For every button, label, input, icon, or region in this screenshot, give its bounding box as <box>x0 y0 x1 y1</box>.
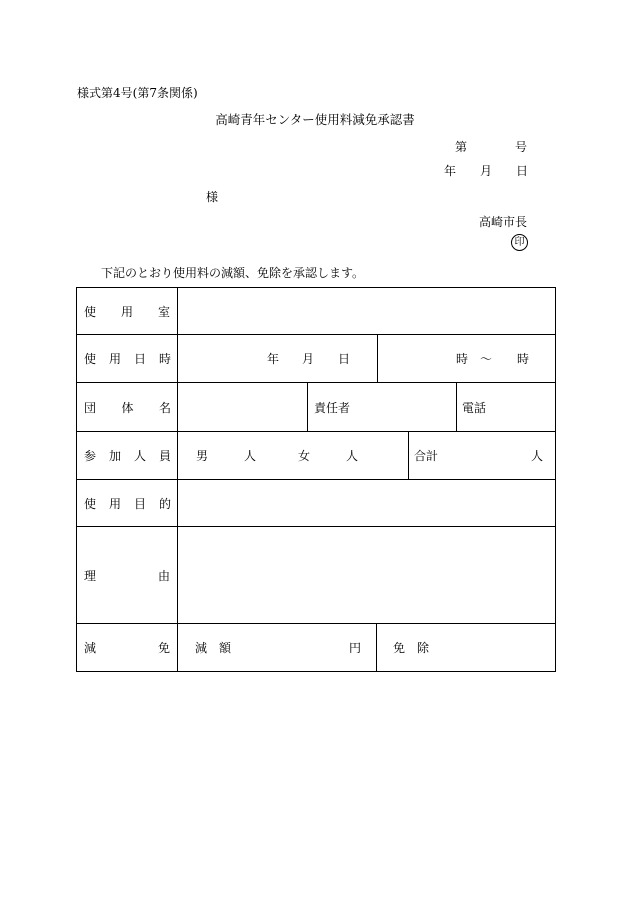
room-value[interactable] <box>178 288 556 335</box>
reduction-field[interactable]: 減 額 円 <box>178 624 377 671</box>
purpose-value[interactable] <box>178 480 556 527</box>
approval-form-table <box>76 287 556 672</box>
addressee-suffix: 様 <box>206 190 219 204</box>
usage-time-field[interactable]: 時 ～ 時 <box>456 352 530 366</box>
exempt-field[interactable]: 免 除 <box>393 641 430 655</box>
form-number-label: 様式第4号(第7条関係) <box>77 86 198 100</box>
responsible-field[interactable]: 責任者 <box>308 383 457 431</box>
issue-year: 年 <box>444 164 457 178</box>
group-name-field[interactable] <box>178 383 308 431</box>
number-dai: 第 <box>455 140 468 154</box>
datetime-label: 使 用 日 時 <box>77 335 178 383</box>
issue-month: 月 <box>480 164 493 178</box>
participant-gender-field[interactable]: 男 人 女 人 <box>178 432 409 479</box>
intro-text: 下記のとおり使用料の減額、免除を承認します。 <box>101 266 365 280</box>
exemption-label: 減 免 <box>77 624 178 672</box>
number-go: 号 <box>515 140 528 154</box>
phone-field[interactable]: 電話 <box>462 400 487 415</box>
purpose-label: 使 用 目 的 <box>77 480 178 527</box>
document-number <box>455 138 527 155</box>
issuer-name: 高崎市長 <box>479 215 528 229</box>
room-label: 使 用 室 <box>77 288 178 335</box>
issue-day: 日 <box>516 164 529 178</box>
document-title: 高崎青年センター使用料減免承認書 <box>215 112 415 127</box>
issue-date <box>444 162 528 179</box>
reason-label: 理 由 <box>77 527 178 624</box>
usage-date-field[interactable]: 年 月 日 <box>178 335 378 382</box>
group-label: 団 体 名 <box>77 383 178 432</box>
participant-total-field[interactable]: 合計 人 <box>414 449 543 463</box>
reason-value[interactable] <box>178 527 556 624</box>
seal-mark: 印 <box>511 234 528 251</box>
participants-label: 参 加 人 員 <box>77 432 178 480</box>
